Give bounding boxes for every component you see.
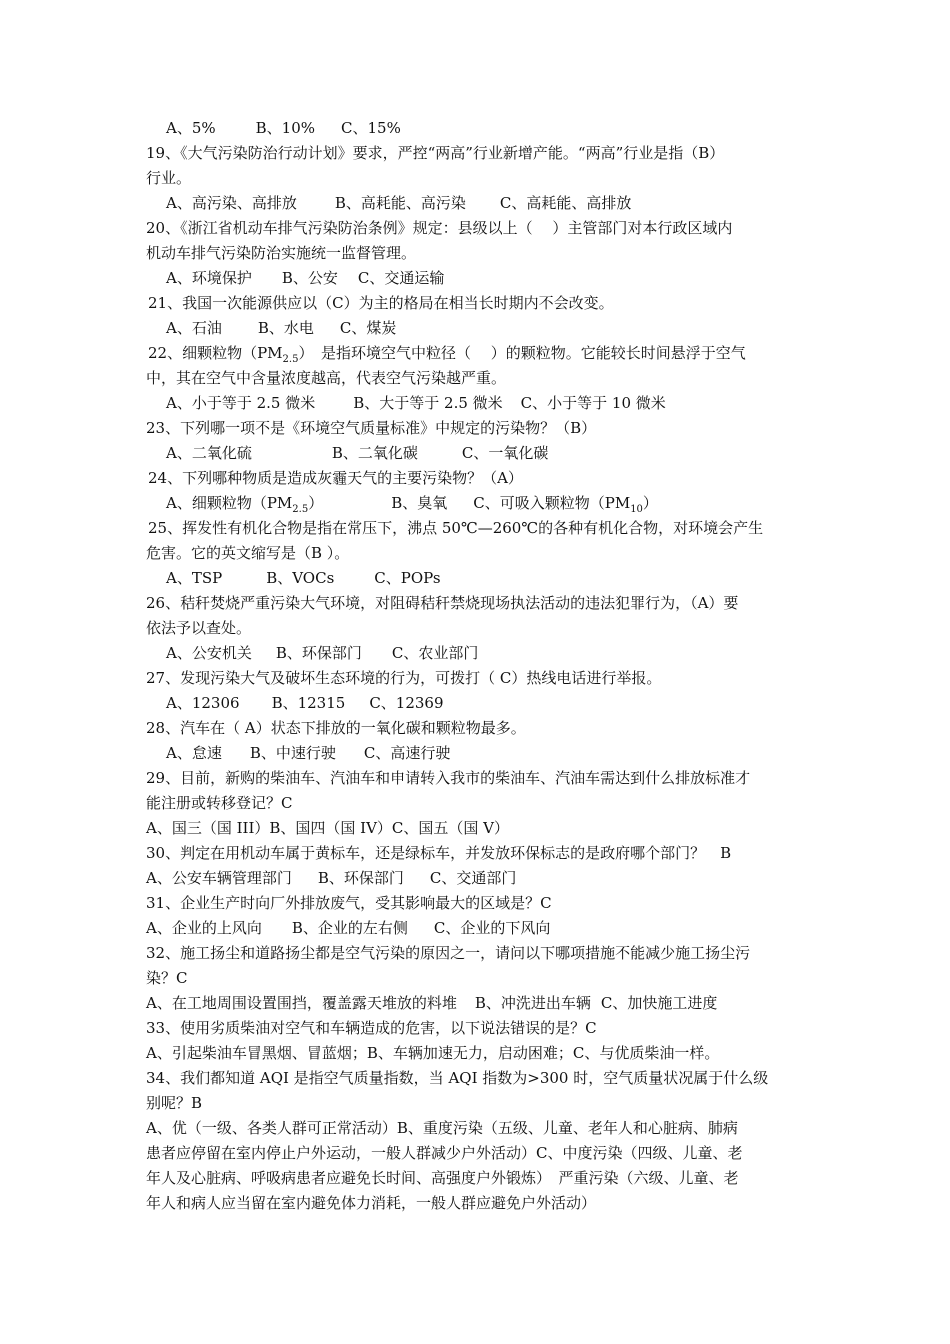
q24-option-a-sub: 2.5 [292, 504, 309, 515]
q25-option-a: A、TSP [166, 569, 223, 587]
q25-option-c: C、POPs [374, 569, 441, 587]
q34-text-1: 34、我们都知道 AQI 是指空气质量指数，当 AQI 指数为>300 时，空气质量状况属于什么级 [146, 1069, 769, 1087]
q30-option-a: A、公安车辆管理部门 [146, 869, 292, 887]
q27-options [166, 693, 444, 713]
q32-option-a: A、在工地周围设置围挡，覆盖露天堆放的料堆 [146, 994, 457, 1012]
q34-options-3: 年人及心脏病、呼吸病患者应避免长时间、高强度户外锻炼） 严重污染（六级、儿童、老 [146, 1169, 739, 1187]
q20-option-c: C、交通运输 [357, 269, 445, 287]
q34-options-4: 年人和病人应当留在室内避免体力消耗，一般人群应避免户外活动） [146, 1194, 597, 1212]
q31-option-a: A、企业的上风向 [146, 919, 262, 937]
q19-options [166, 193, 631, 213]
q24-options [166, 493, 658, 520]
q26-option-c: C、农业部门 [391, 644, 479, 662]
q20-options [166, 268, 444, 288]
q19-text-1: 19、《大气污染防治行动计划》要求，严控“两高”行业新增产能。“两高”行业是指（B） [146, 144, 725, 162]
q31-option-b: B、企业的左右侧 [291, 919, 408, 937]
q24-option-c-close: ） [642, 494, 658, 512]
q30-option-b: B、环保部门 [317, 869, 404, 887]
q29-options: A、国三（国 III）B、国四（国 IV）C、国五（国 V） [146, 819, 510, 837]
q29-text-2: 能注册或转移登记？C [146, 794, 293, 812]
q34-options-1: A、优（一级、各类人群可正常活动）B、重度污染（五级、儿童、老年人和心脏病、肺病 [146, 1119, 738, 1137]
q19-option-a: A、高污染、高排放 [166, 194, 297, 212]
q26-text-2: 依法予以查处。 [146, 619, 252, 637]
q26-options [166, 643, 478, 663]
q26-option-a: A、公安机关 [166, 644, 252, 662]
q28-option-c: C、高速行驶 [363, 744, 451, 762]
q27-option-c: C、12369 [369, 694, 444, 712]
q18-option-a: A、5% [166, 119, 216, 137]
q22-options [166, 393, 666, 413]
q25-text-1: 25、挥发性有机化合物是指在常压下，沸点 50℃—260℃的各种有机化合物，对环境会产生 [148, 519, 764, 537]
q24-option-a: A、细颗粒物（PM [166, 494, 293, 512]
q23-option-a: A、二氧化硫 [166, 444, 252, 462]
q27-option-b: B、12315 [271, 694, 346, 712]
q32-options [146, 993, 717, 1013]
q24-option-c: C、可吸入颗粒物（PM [473, 494, 631, 512]
q27-text-1: 27、发现污染大气及破坏生态环境的行为，可拨打（ C）热线电话进行举报。 [146, 669, 662, 687]
q23-option-c: C、一氧化碳 [461, 444, 549, 462]
q21-option-c: C、煤炭 [339, 319, 397, 337]
q30-text-1: 30、判定在用机动车属于黄标车，还是绿标车，并发放环保标志的是政府哪个部门？ B [146, 844, 732, 862]
q24-option-a-close: ） [308, 494, 324, 512]
q21-text-1: 21、我国一次能源供应以（C）为主的格局在相当长时期内不会改变。 [148, 294, 614, 312]
q19-text-2: 行业。 [146, 169, 192, 187]
q22-text-1 [148, 343, 746, 370]
q32-text-2: 染？C [146, 969, 188, 987]
q30-options [146, 868, 516, 888]
q34-options-2: 患者应停留在室内停止户外运动，一般人群减少户外活动）C、中度污染（四级、儿童、老 [146, 1144, 743, 1162]
q29-text-1: 29、目前，新购的柴油车、汽油车和申请转入我市的柴油车、汽油车需达到什么排放标准才 [146, 769, 751, 787]
q22-option-c: C、小于等于 10 微米 [520, 394, 666, 412]
q22-text-pm: 22、细颗粒物（PM [148, 344, 283, 362]
q32-text-1: 32、施工扬尘和道路扬尘都是空气污染的原因之一，请问以下哪项措施不能减少施工扬尘污 [146, 944, 751, 962]
q25-options [166, 568, 441, 588]
q20-text-2: 机动车排气污染防治实施统一监督管理。 [146, 244, 417, 262]
q27-option-a: A、12306 [166, 694, 240, 712]
q22-text-2: 中，其在空气中含量浓度越高，代表空气污染越严重。 [146, 369, 507, 387]
q22-option-b: B、大于等于 2.5 微米 [353, 394, 503, 412]
q31-option-c: C、企业的下风向 [433, 919, 551, 937]
q33-text-1: 33、使用劣质柴油对空气和车辆造成的危害，以下说法错误的是？C [146, 1019, 597, 1037]
q23-text-1: 23、下列哪一项不是《环境空气质量标准》中规定的污染物？（B） [146, 419, 597, 437]
q26-text-1: 26、秸秆焚烧严重污染大气环境，对阻碍秸秆禁烧现场执法活动的违法犯罪行为，（A）要 [146, 594, 739, 612]
q22-option-a: A、小于等于 2.5 微米 [166, 394, 316, 412]
q28-options [166, 743, 450, 763]
q31-text-1: 31、企业生产时向厂外排放废气，受其影响最大的区域是？C [146, 894, 552, 912]
q26-option-b: B、环保部门 [275, 644, 362, 662]
q28-option-b: B、中速行驶 [249, 744, 336, 762]
q22-text-rest: ） 是指环境空气中粒径（ ）的颗粒物。它能较长时间悬浮于空气 [298, 344, 746, 362]
q33-options: A、引起柴油车冒黑烟、冒蓝烟；B、车辆加速无力，启动困难；C、与优质柴油一样。 [146, 1044, 720, 1062]
q19-option-c: C、高耗能、高排放 [499, 194, 632, 212]
q23-option-b: B、二氧化碳 [331, 444, 418, 462]
q24-option-b: B、臭氧 [391, 494, 448, 512]
q21-option-b: B、水电 [257, 319, 314, 337]
q24-option-c-sub: 10 [630, 504, 643, 515]
q30-option-c: C、交通部门 [429, 869, 517, 887]
q21-option-a: A、石油 [166, 319, 222, 337]
q32-option-b: B、冲洗进出车辆 [474, 994, 591, 1012]
q25-option-b: B、VOCs [266, 569, 335, 587]
q18-option-b: B、10% [255, 119, 316, 137]
q18-options [166, 118, 401, 138]
q20-option-b: B、公安 [281, 269, 338, 287]
q34-text-2: 别呢？B [146, 1094, 203, 1112]
q19-option-b: B、高耗能、高污染 [334, 194, 466, 212]
q28-option-a: A、怠速 [166, 744, 222, 762]
q32-option-c: C、加快施工进度 [600, 994, 718, 1012]
q21-options [166, 318, 396, 338]
q20-option-a: A、环境保护 [166, 269, 252, 287]
q22-text-pm-sub: 2.5 [282, 354, 299, 365]
q31-options [146, 918, 550, 938]
q24-text-1: 24、下列哪种物质是造成灰霾天气的主要污染物？（A） [148, 469, 523, 487]
q25-text-2: 危害。它的英文缩写是（B ）。 [146, 544, 350, 562]
q28-text-1: 28、汽车在（ A）状态下排放的一氧化碳和颗粒物最多。 [146, 719, 526, 737]
q18-option-c: C、15% [341, 119, 401, 137]
q20-text-1: 20、《浙江省机动车排气污染防治条例》规定：县级以上（ ）主管部门对本行政区域内 [146, 219, 733, 237]
q23-options [166, 443, 548, 463]
